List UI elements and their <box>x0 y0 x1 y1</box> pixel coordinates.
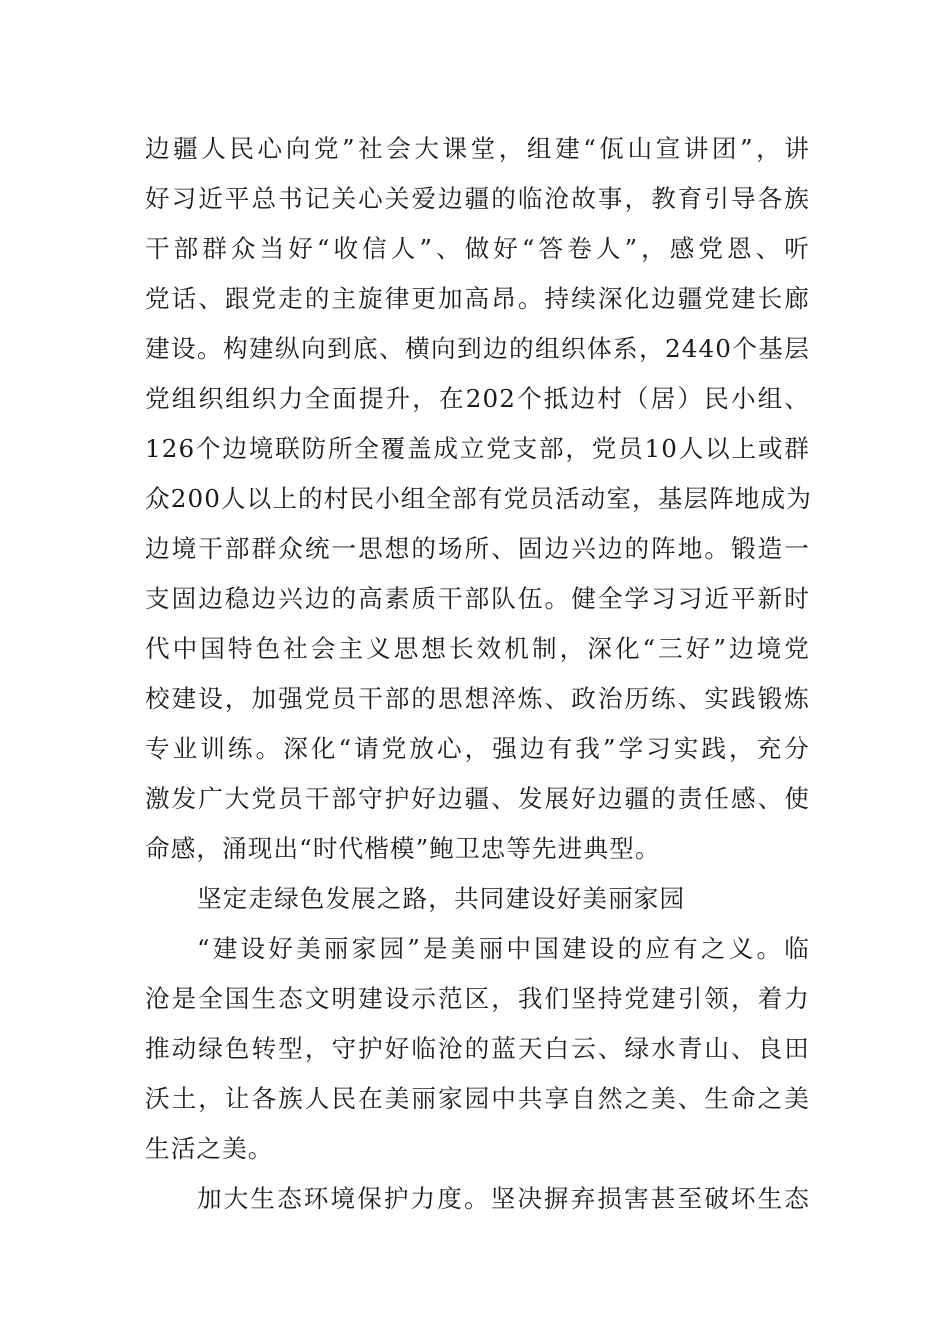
text-line: 沃土，让各族人民在美丽家园中共享自然之美、生命之美 <box>145 1084 810 1113</box>
text-line: 边境干部群众统一思想的场所、固边兴边的阵地。锻造一 <box>145 534 810 563</box>
text-line: 代中国特色社会主义思想长效机制，深化“三好”边境党 <box>145 634 810 663</box>
text-line: 加大生态环境保护力度。坚决摒弃损害甚至破坏生态 <box>197 1184 810 1213</box>
text-line: 好习近平总书记关心关爱边疆的临沧故事，教育引导各族 <box>145 184 810 213</box>
text-line: 众200人以上的村民小组全部有党员活动室，基层阵地成为 <box>145 484 812 513</box>
text-line: “建设好美丽家园”是美丽中国建设的应有之义。临 <box>197 934 810 963</box>
text-line: 边疆人民心向党”社会大课堂，组建“佤山宣讲团”，讲 <box>145 134 810 163</box>
text-line: 生活之美。 <box>145 1134 274 1163</box>
body-text <box>145 124 810 1224</box>
text-line: 支固边稳边兴边的高素质干部队伍。健全学习习近平新时 <box>145 584 810 613</box>
text-line: 干部群众当好“收信人”、做好“答卷人”，感党恩、听 <box>145 234 810 263</box>
text-line: 建设。构建纵向到底、横向到边的组织体系，2440个基层 <box>145 334 810 363</box>
text-line: 党组织组织力全面提升，在202个抵边村（居）民小组、 <box>145 384 810 413</box>
text-line: 校建设，加强党员干部的思想淬炼、政治历练、实践锻炼 <box>145 684 810 713</box>
text-line: 专业训练。深化“请党放心，强边有我”学习实践，充分 <box>145 734 810 763</box>
text-line: 126个边境联防所全覆盖成立党支部，党员10人以上或群 <box>145 434 810 463</box>
text-line: 激发广大党员干部守护好边疆、发展好边疆的责任感、使 <box>145 784 810 813</box>
text-line: 沧是全国生态文明建设示范区，我们坚持党建引领，着力 <box>145 984 810 1013</box>
text-line: 党话、跟党走的主旋律更加高昂。持续深化边疆党建长廊 <box>145 284 810 313</box>
text-line: 命感，涌现出“时代楷模”鲍卫忠等先进典型。 <box>145 834 661 863</box>
section-heading: 坚定走绿色发展之路，共同建设好美丽家园 <box>197 884 686 913</box>
text-line: 推动绿色转型，守护好临沧的蓝天白云、绿水青山、良田 <box>145 1034 810 1063</box>
